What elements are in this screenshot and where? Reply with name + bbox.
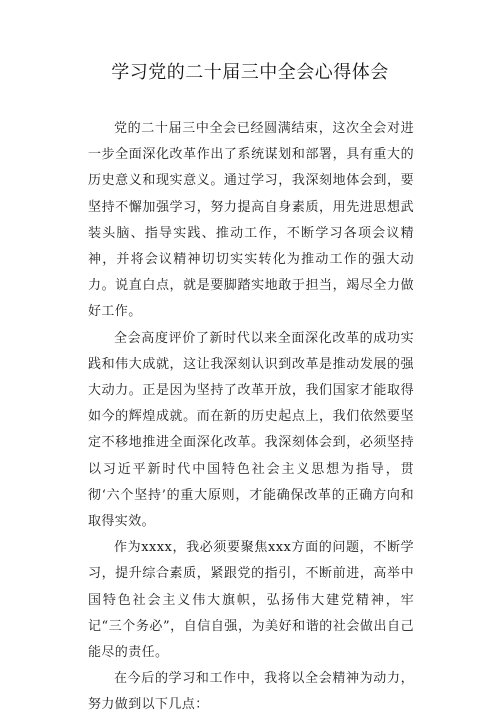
- document-title: 学习党的二十届三中全会心得体会: [111, 62, 389, 83]
- paragraph-2: 全会高度评价了新时代以来全面深化改革的成功实践和伟大成就，这让我深刻认识到改革是推动发展的强大动力。正是因为坚持了改革开放，我们国家才能取得如今的辉煌成就。而在新的历史起点上，我们依然要坚定不移地推进全面深化改革。我深刻体会到，必须坚持以习近平新时代中国特色社会主义思想为指导，贯彻‘六个坚持’的重大原则，才能确保改革的正确方向和取得实效。: [88, 330, 414, 530]
- paragraph-1: 党的二十届三中全会已经圆满结束，这次全会对进一步全面深化改革作出了系统谋划和部署，具有重大的历史意义和现实意义。通过学习，我深刻地体会到，要坚持不懈加强学习，努力提高自身素质，用先进思想武装头脑、指导实践、推动工作，不断学习各项会议精神，并将会议精神切切实实转化为推动工作的强大动力。说直白点，就是要脚踏实地敢于担当，竭尽全力做好工作。: [88, 121, 414, 320]
- paragraph-3: 作为xxxx，我必须要聚焦xxx方面的问题，不断学习，提升综合素质，紧跟党的指引，不断前进，高举中国特色社会主义伟大旗帜，弘扬伟大建党精神，牢记“三个务必”，自信自强，为美好和谐的社会做出自己能尽的责任。: [88, 540, 414, 661]
- paragraph-4: 在今后的学习和工作中，我将以全会精神为动力，努力做到以下几点：: [88, 671, 414, 713]
- document-body: [88, 116, 414, 719]
